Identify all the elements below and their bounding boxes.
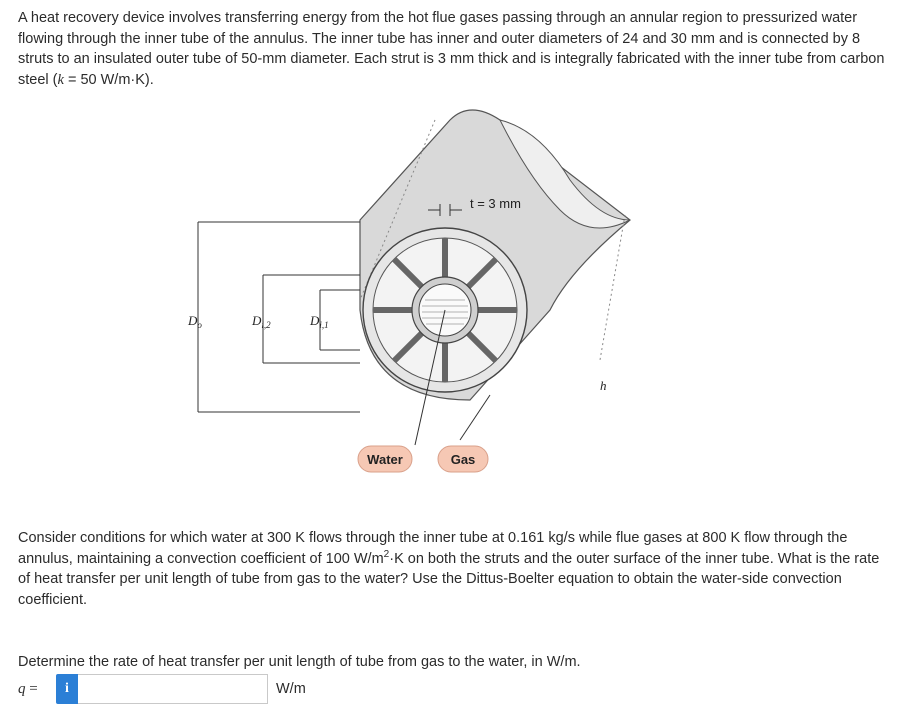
- di1-label: $D_{i,1}$: [310, 313, 329, 330]
- answer-unit: W/m: [276, 681, 306, 697]
- strut-label: t = 3 mm: [470, 196, 521, 211]
- info-icon[interactable]: i: [56, 674, 78, 704]
- gas-badge-label: Gas: [450, 452, 476, 467]
- conditions-exponent: 2: [383, 548, 390, 560]
- do-label: $D_o$: [188, 313, 202, 330]
- conditions-text-1: Consider conditions for which water at 300 K flows through the inner tube at 0.161 kg/s while flue gases at 800 K flow through the annulus, maintaining a convection coefficient of 100 W/m: [18, 530, 848, 567]
- answer-row: [18, 673, 306, 705]
- gas-flow-arrow: [460, 395, 490, 440]
- problem-conditions: [18, 528, 888, 610]
- k-symbol: k: [57, 71, 64, 88]
- answer-input[interactable]: [78, 674, 268, 704]
- question-text: Determine the rate of heat transfer per unit length of tube from gas to the water, in W/m.: [18, 654, 581, 670]
- answer-variable-label: q =: [18, 680, 38, 697]
- dimension-lines: [198, 222, 360, 412]
- di2-label: $D_{i,2}$: [252, 313, 271, 330]
- intro-text: A heat recovery device involves transferring energy from the hot flue gases passing through an annular region to pressurized water flowing through the inner tube of the annulus. The inner tube has inner and outer diameters of 24 and 30 mm and is connected by 8 struts to an insulated outer tube of 50-mm diameter. Each strut is 3 mm thick and is integrally fabricated with the inner tube from carbon steel (: [18, 10, 885, 88]
- heat-recovery-figure: [170, 100, 670, 500]
- conditions-text-2: ·K on both the struts and the outer surface of the inner tube. What is the rate of heat transfer per unit length of tube from gas to the water? Use the Dittus-Boelter equation to obtain the water-side convection coefficient.: [18, 550, 880, 608]
- water-badge-label: Water: [367, 452, 403, 467]
- k-value: = 50 W/m·K).: [63, 71, 154, 88]
- problem-intro: [18, 8, 888, 90]
- h-label: h: [600, 378, 607, 393]
